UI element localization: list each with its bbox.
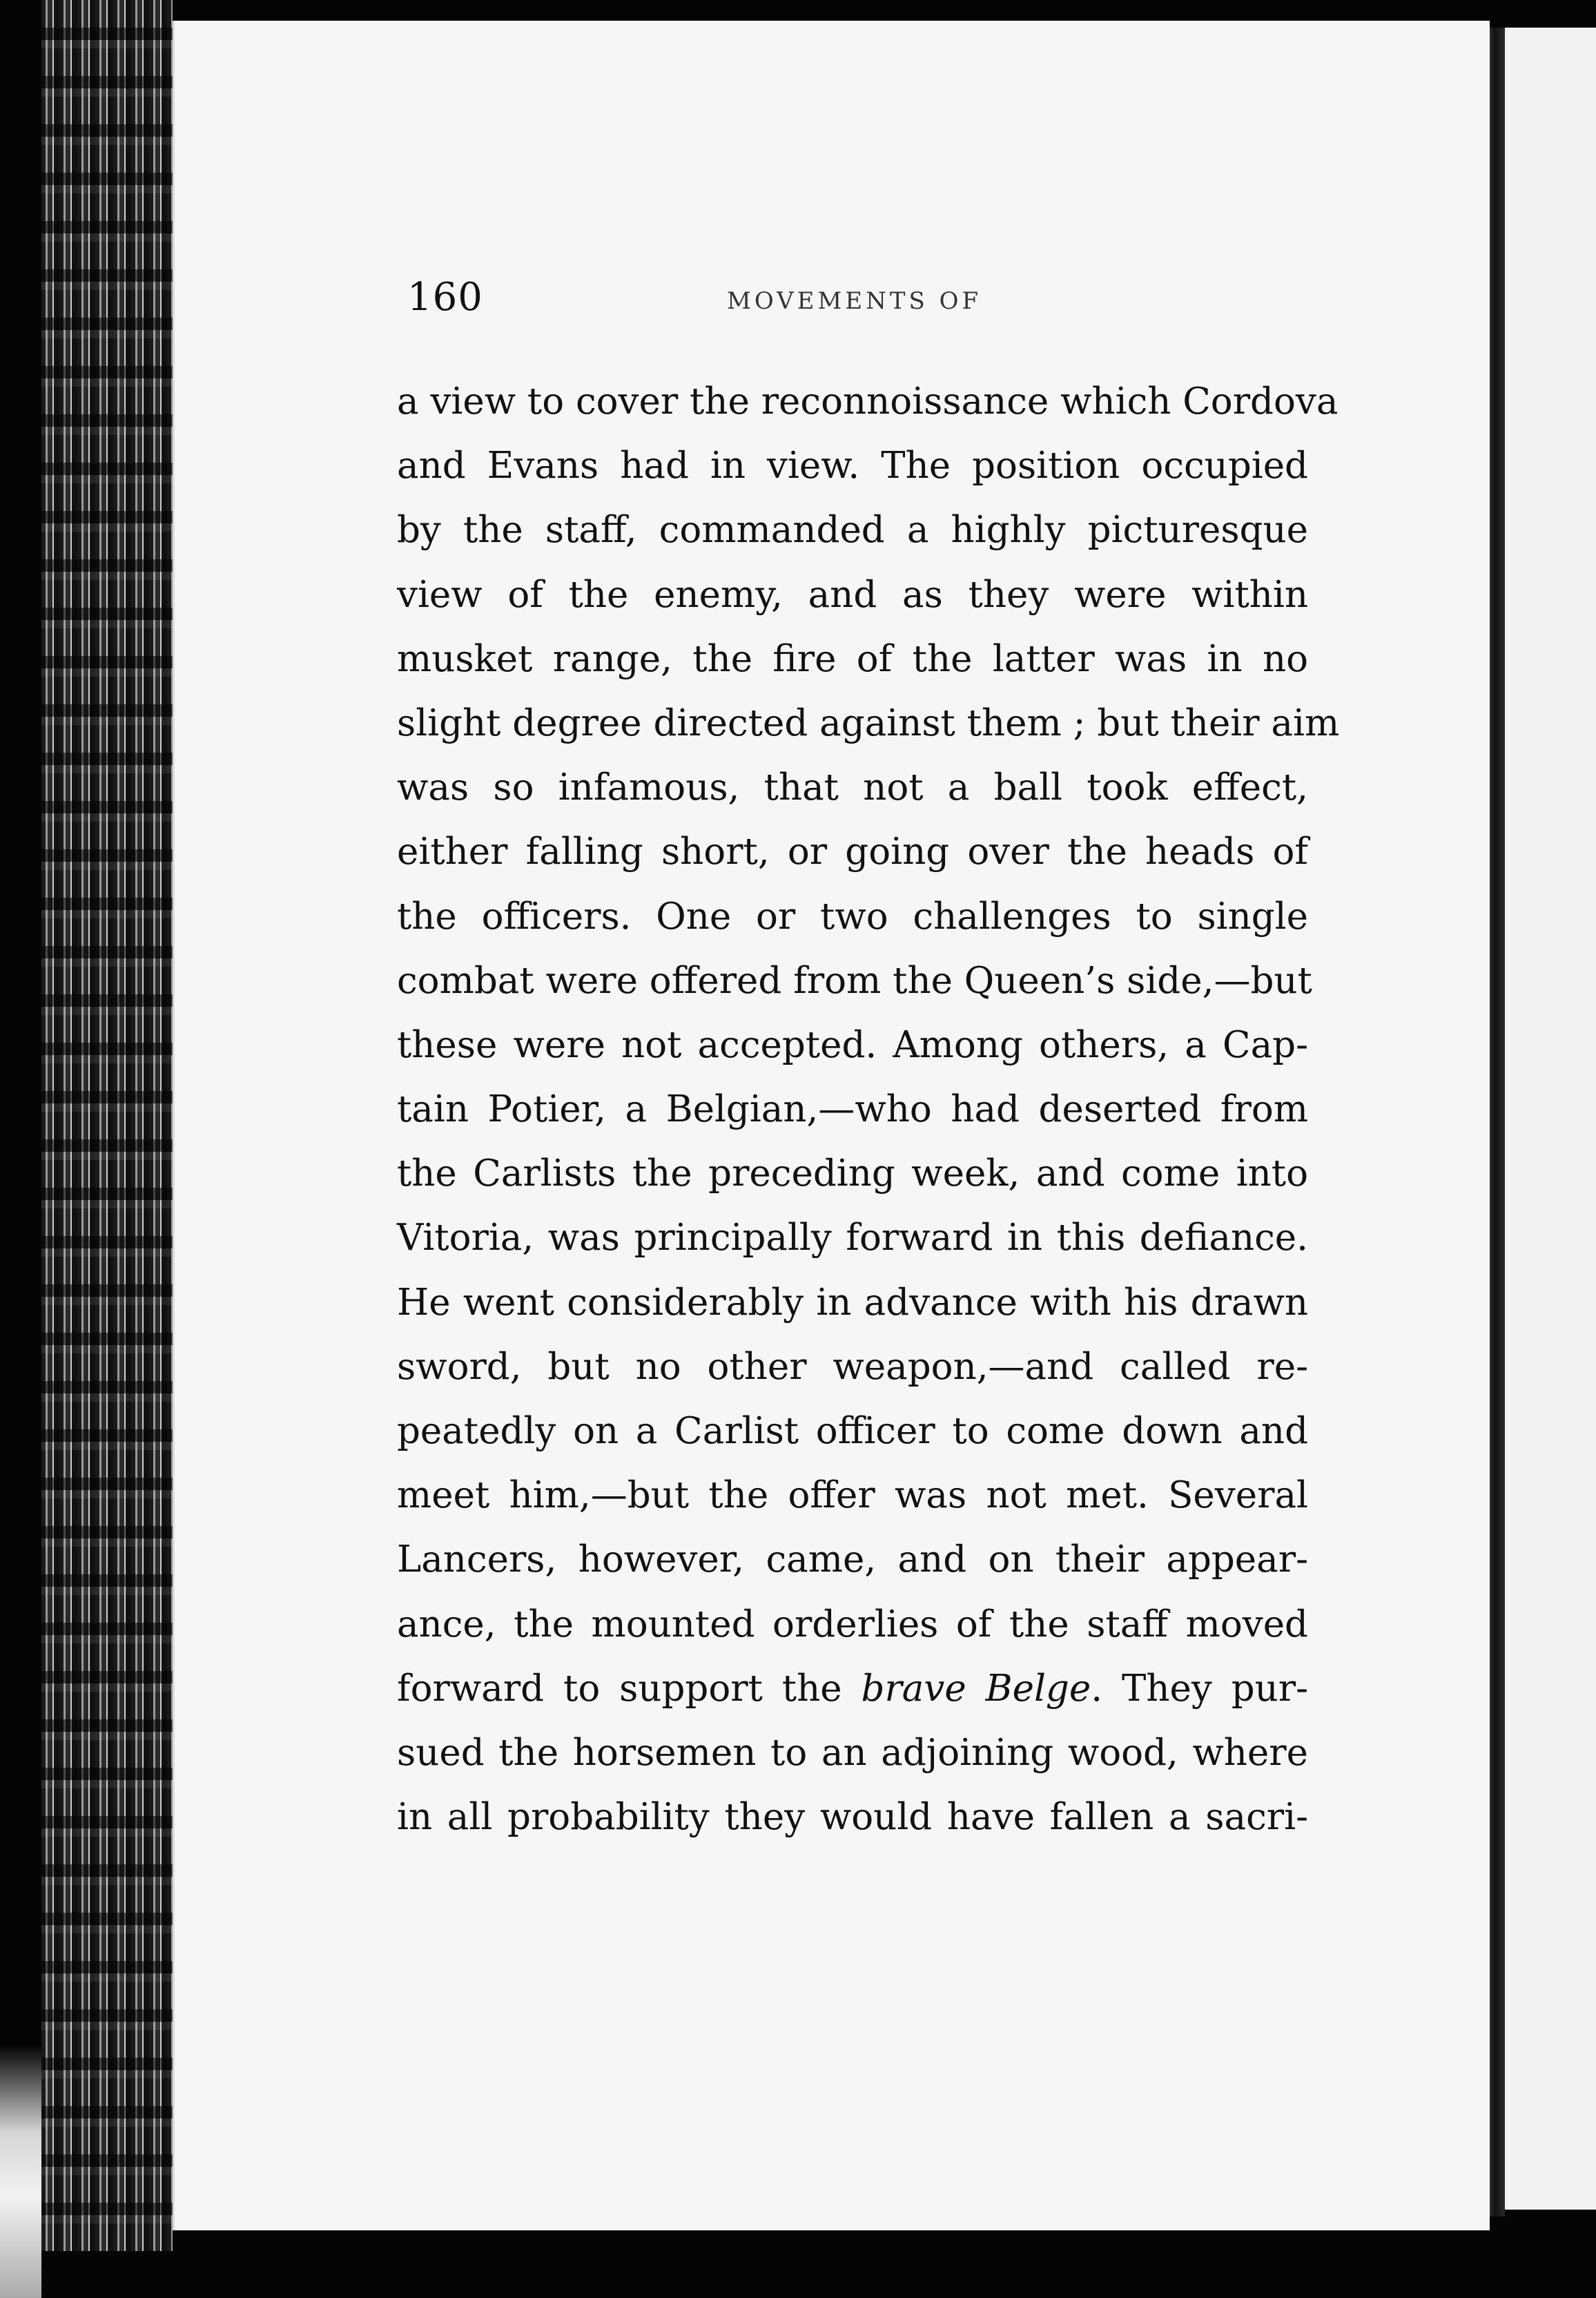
text-line: combat were offered from the Queen’s side,—but <box>397 959 1312 1002</box>
text-line: either falling short, or going over the heads of <box>397 831 1308 873</box>
text-line: sword, but no other weapon,—and called re- <box>397 1345 1308 1388</box>
text-line: was so infamous, that not a ball took effect, <box>397 766 1308 809</box>
text-line: He went considerably in advance with his drawn <box>397 1281 1308 1324</box>
text-segment: forward to support the <box>397 1667 862 1710</box>
text-line: a view to cover the reconnoissance which Cordova <box>397 380 1339 423</box>
book-page-edges <box>41 0 173 2251</box>
text-line: ance, the mounted orderlies of the staff moved <box>397 1603 1308 1645</box>
book-gutter <box>1488 28 1505 2217</box>
text-line: meet him,—but the offer was not met. Several <box>397 1474 1308 1517</box>
text-line: Lancers, however, came, and on their appear- <box>397 1538 1308 1581</box>
text-line: sued the horsemen to an adjoining wood, where <box>397 1731 1308 1774</box>
text-line: Vitoria, was principally forward in this defiance. <box>397 1217 1308 1259</box>
scan-margin-artifact <box>0 2044 41 2298</box>
text-line: tain Potier, a Belgian,—who had deserted from <box>397 1088 1308 1131</box>
text-segment: . They pur- <box>1091 1667 1309 1710</box>
page-number: 160 <box>407 275 483 320</box>
facing-page-edge <box>1505 28 1596 2210</box>
text-line: the Carlists the preceding week, and come into <box>397 1152 1308 1195</box>
text-line: slight degree directed against them ; but their aim <box>397 702 1340 744</box>
running-head <box>407 275 1305 330</box>
text-line: by the staff, commanded a highly picturesque <box>397 509 1308 552</box>
text-line: in all probability they would have fallen a sacri- <box>397 1796 1308 1839</box>
text-line-with-italic <box>397 1657 1308 1721</box>
italic-phrase: brave Belge <box>861 1667 1091 1710</box>
text-line: the officers. One or two challenges to single <box>397 895 1308 938</box>
text-line: view of the enemy, and as they were within <box>397 573 1308 616</box>
text-line: musket range, the fire of the latter was in no <box>397 637 1308 680</box>
running-title: MOVEMENTS OF <box>727 287 982 315</box>
text-line: and Evans had in view. The position occupied <box>397 445 1308 487</box>
text-line: these were not accepted. Among others, a Cap- <box>397 1023 1308 1066</box>
body-text <box>397 369 1340 1849</box>
text-line: peatedly on a Carlist officer to come down and <box>397 1410 1308 1452</box>
